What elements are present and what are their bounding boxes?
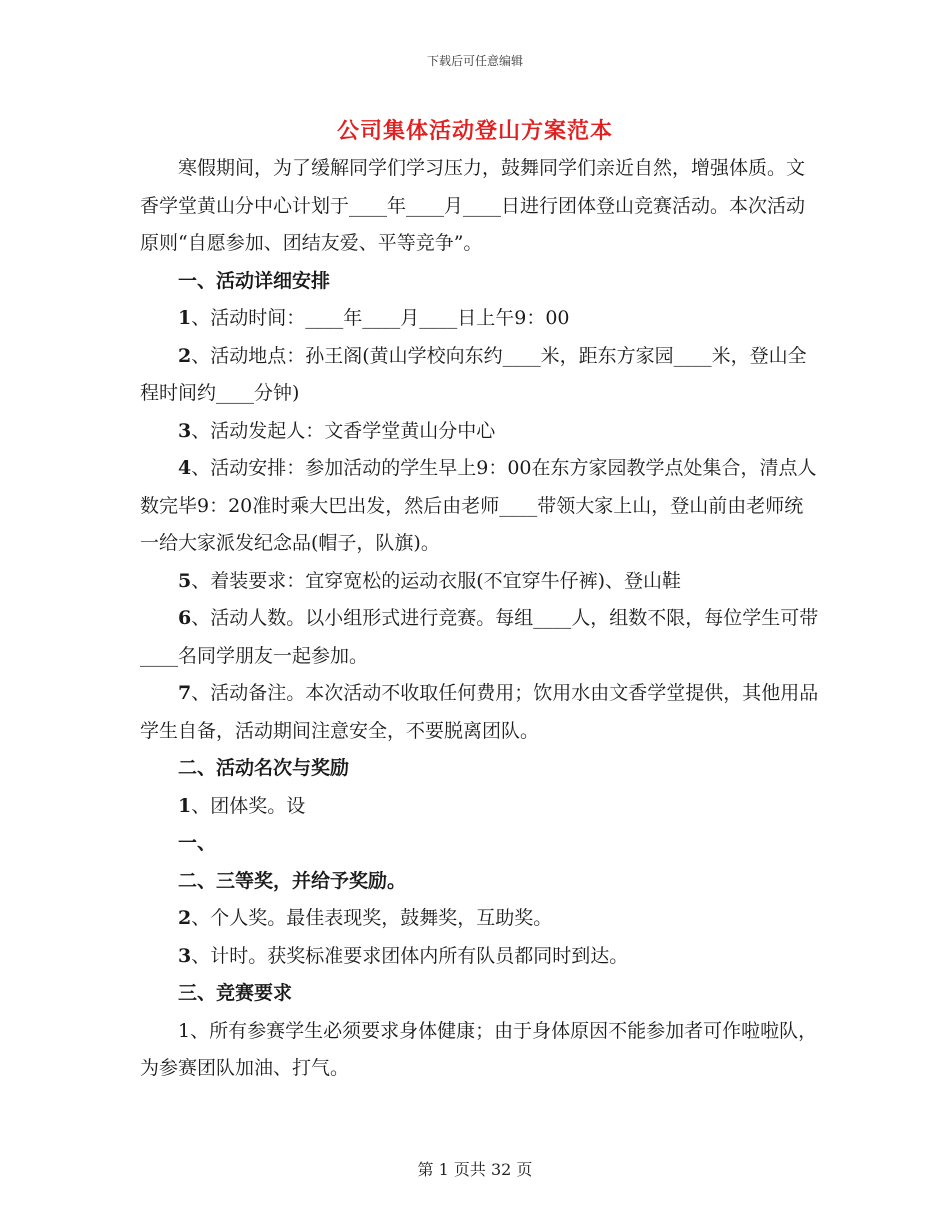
item-text: 、活动时间：____年____月____日上午9：00	[191, 307, 570, 329]
item-number: 2	[178, 344, 192, 367]
section-1-item	[140, 675, 820, 750]
page-footer: 第 1 页共 32 页	[417, 1160, 533, 1179]
item-text: 、活动备注。本次活动不收取任何费用；饮用水由文香学堂提供，其他用品学生自备，活动期间注意安全，不要脱离团队。	[140, 682, 819, 742]
section-1-item	[140, 600, 820, 675]
item-number: 5	[178, 569, 192, 592]
item-number: 3	[178, 944, 192, 967]
item-text: 、个人奖。最佳表现奖，鼓舞奖，互助奖。	[191, 907, 553, 929]
section-3-heading: 三、竞赛要求	[178, 982, 293, 1004]
section-1-item	[140, 563, 820, 601]
item-number: 1	[178, 307, 192, 329]
section-1-item	[140, 338, 820, 413]
intro-paragraph: 寒假期间，为了缓解同学们学习压力，鼓舞同学们亲近自然，增强体质。文香学堂黄山分中心计划于____年____月____日进行团体登山竞赛活动。本次活动原则“自愿参加、团结友爱、平等竞争”。	[140, 157, 806, 254]
section-2-line: 一、	[178, 832, 217, 854]
section-2-line: 二、三等奖，并给予奖励。	[178, 869, 407, 892]
header-note: 下载后可任意编辑	[426, 54, 523, 68]
item-number: 3	[178, 419, 192, 442]
section-2-heading: 二、活动名次与奖励	[178, 757, 350, 779]
section-2-line	[140, 900, 820, 938]
item-number: 4	[178, 457, 192, 479]
section-2-line	[140, 938, 820, 976]
page-title: 公司集体活动登山方案范本	[336, 118, 613, 144]
item-text: 、活动人数。以小组形式进行竞赛。每组____人，组数不限，每位学生可带____名同学朋友一起参加。	[140, 607, 819, 667]
document-body	[140, 150, 820, 1088]
section-1-heading: 一、活动详细安排	[178, 269, 331, 292]
item-number: 1	[178, 794, 192, 817]
section-1-item	[140, 413, 820, 451]
section-3-line: 1、所有参赛学生必须要求身体健康；由于身体原因不能参加者可作啦啦队，为参赛团队加油、打气。	[140, 1019, 818, 1079]
item-number: 2	[178, 907, 192, 929]
item-number: 6	[178, 607, 192, 629]
item-text: 、活动地点：孙王阁(黄山学校向东约____米，距东方家园____米，登山全程时间约____分钟)	[140, 344, 807, 404]
item-text: 、着装要求：宜穿宽松的运动衣服(不宜穿牛仔裤)、登山鞋	[191, 569, 682, 592]
item-text: 、活动发起人：文香学堂黄山分中心	[191, 419, 496, 442]
section-1-item	[140, 300, 820, 338]
item-text: 、团体奖。设	[191, 794, 306, 817]
item-text: 、计时。获奖标准要求团体内所有队员都同时到达。	[191, 944, 629, 967]
item-number: 7	[178, 682, 192, 704]
section-2-line	[140, 788, 820, 826]
item-text: 、活动安排：参加活动的学生早上9：00在东方家园教学点处集合，清点人数完毕9：20准时乘大巴出发，然后由老师____带领大家上山，登山前由老师统一给大家派发纪念品(帽子，队旗)。	[140, 457, 817, 554]
section-1-item	[140, 450, 820, 563]
